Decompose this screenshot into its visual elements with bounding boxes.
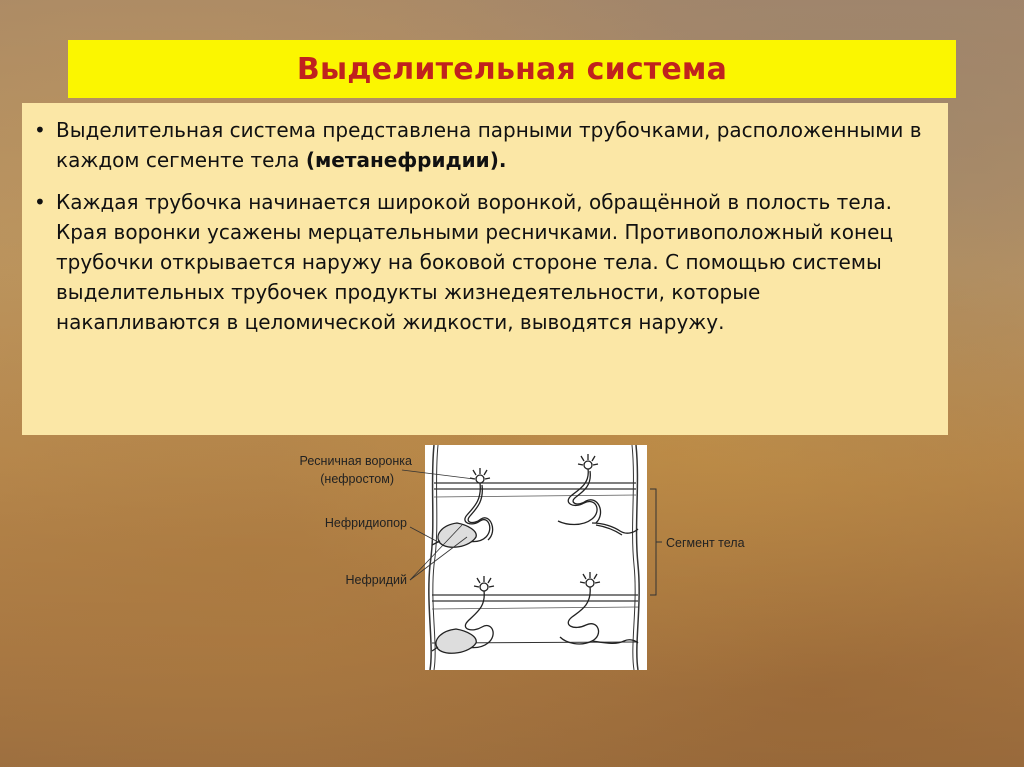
label-nephridiopore: Нефридиопор xyxy=(324,516,407,530)
bullet-text-1: Выделительная система представлена парными трубочками, расположенными в каждом сегменте тела xyxy=(56,118,922,172)
label-funnel-line2: (нефростом) xyxy=(320,472,394,486)
label-segment: Сегмент тела xyxy=(666,536,745,550)
content-box xyxy=(22,103,948,435)
label-funnel-line1: Ресничная воронка xyxy=(299,454,412,468)
bullet-dot-icon: • xyxy=(34,190,46,214)
metanephridia-diagram xyxy=(262,445,762,670)
bullet-bold-term: (метанефридии). xyxy=(305,148,507,172)
slide-title: Выделительная система xyxy=(296,51,728,87)
bullet-dot-icon: • xyxy=(34,118,46,142)
title-bar xyxy=(68,40,956,98)
bullet-item-1 xyxy=(32,115,930,175)
diagram-svg xyxy=(262,445,762,670)
bullet-item-2 xyxy=(32,187,930,337)
bullet-text-2: Каждая трубочка начинается широкой воронкой, обращённой в полость тела. Края воронки усажены мерцательными ресничками. Противоположный конец трубочки открывается наружу на боковой стороне тела. С помощью системы выделительных трубочек продукты жизнедеятельности, которые накапливаются в целомической жидкости, выводятся наружу. xyxy=(56,190,893,334)
label-nephridium: Нефридий xyxy=(345,573,407,587)
segment-bracket xyxy=(650,489,662,595)
